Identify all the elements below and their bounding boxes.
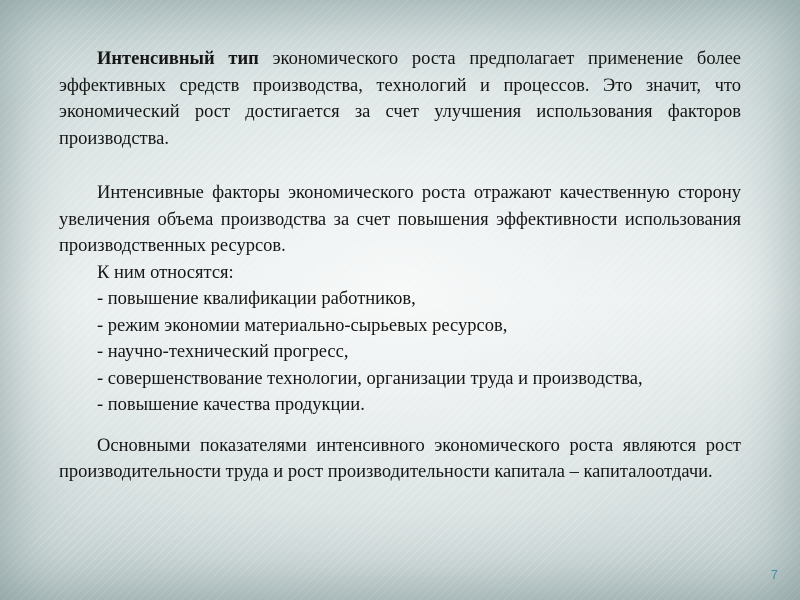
page-number: 7	[770, 567, 778, 582]
list-item: - совершенствование технологии, организации труда и производства,	[97, 368, 643, 389]
paragraph-indicators: Основными показателями интенсивного экономического роста являются рост производительности труда и рост производительности капитала – капиталоотдачи.	[59, 435, 741, 482]
list-item: - режим экономии материально-сырьевых ресурсов,	[97, 315, 508, 336]
paragraph-intensive-type	[59, 46, 741, 152]
paragraph-intensive-factors: Интенсивные факторы экономического роста отражают качественную сторону увеличения объема производства за счет повышения эффективности использования производственных ресурсов.	[59, 183, 741, 256]
slide-content	[59, 46, 741, 486]
paragraph-text: экономического роста предполагает применение более эффективных средств производства, технологий и процессов. Это значит, что экономический рост достигается за счет улучшения использования факторов производства.	[59, 49, 741, 149]
list-item: - повышение квалификации работников,	[97, 289, 416, 309]
bold-term: Интенсивный тип	[97, 49, 259, 69]
list-item: - повышение качества продукции.	[97, 395, 365, 415]
list-item: - научно-технический прогресс,	[97, 342, 349, 362]
list-intro: К ним относятся:	[97, 262, 234, 283]
